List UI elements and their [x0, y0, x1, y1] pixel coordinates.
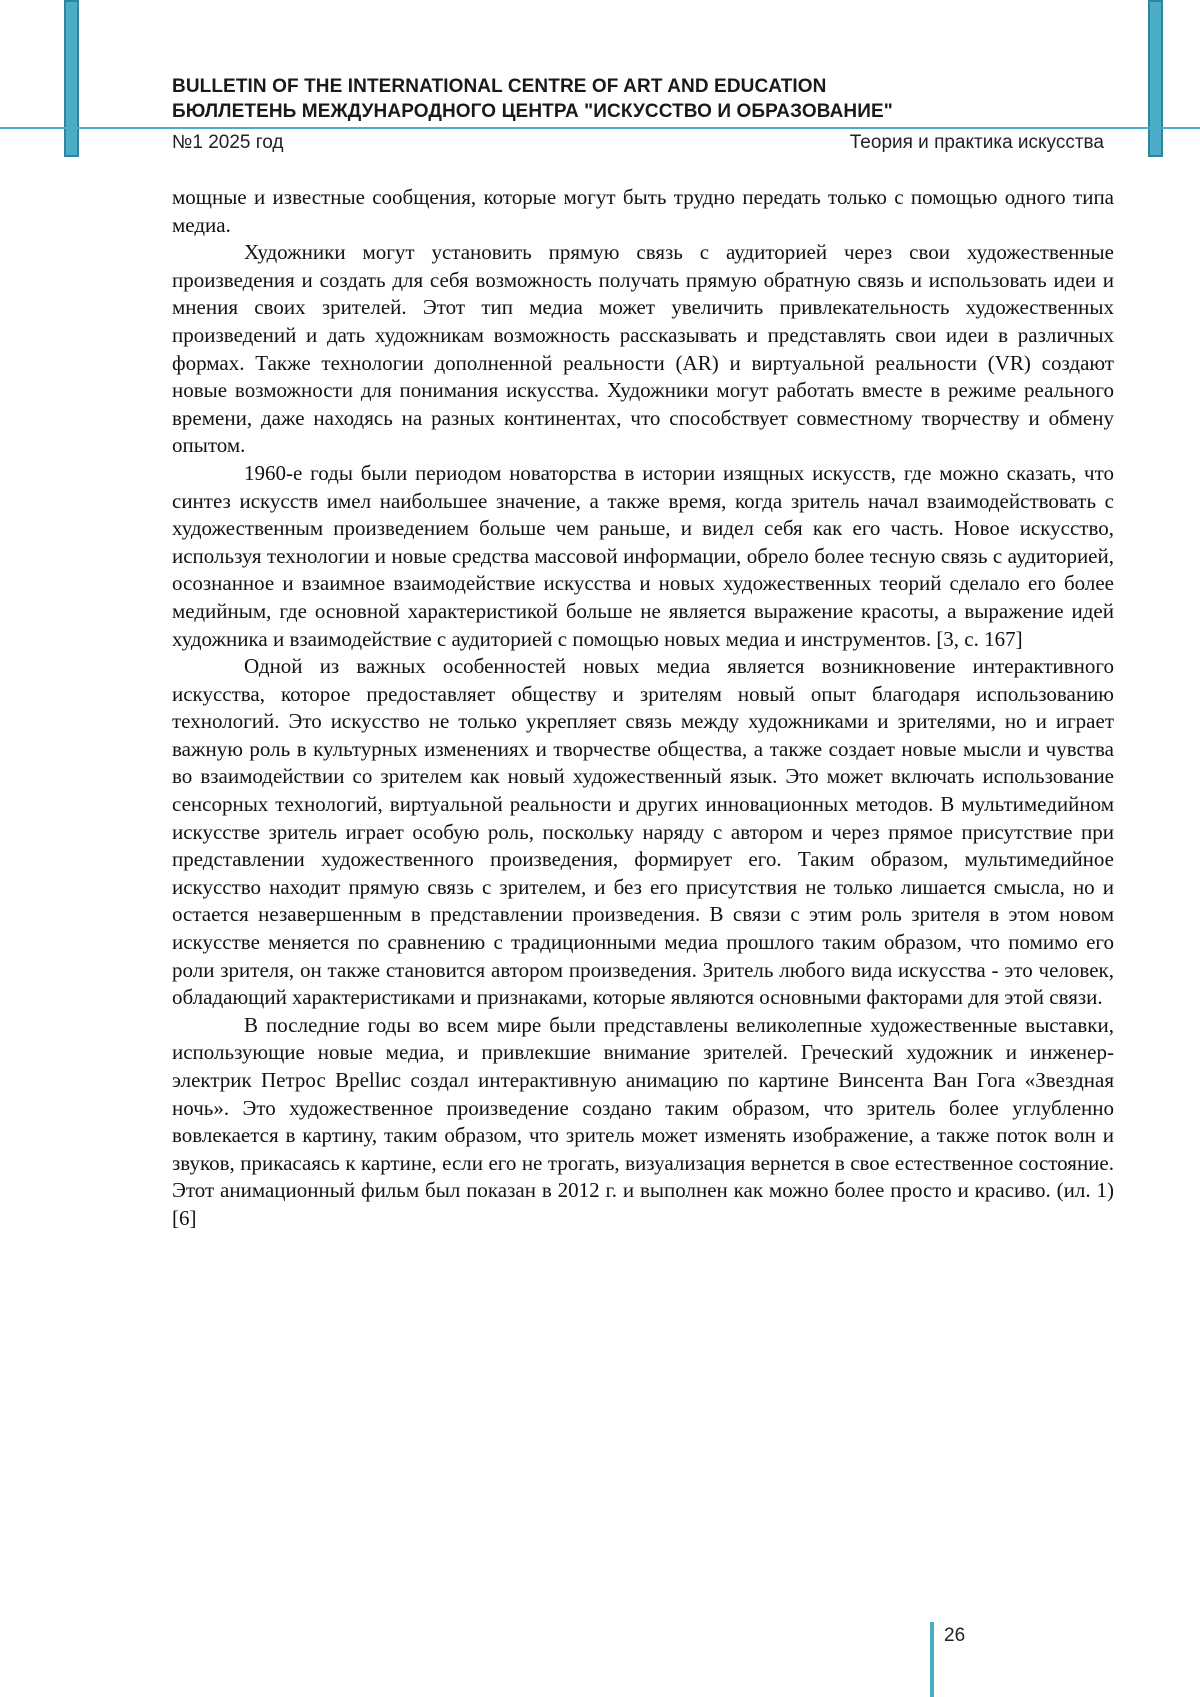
issue-label: №1 2025 год: [172, 132, 284, 153]
paragraph: 1960-е годы были периодом новаторства в истории изящных искусств, где можно сказать, что синтез искусств имел наибольшее значение, а также время, когда зритель начал взаимодействовать с художественным произведением больше чем раньше, и видел себя как его часть. Новое искусство, используя технологии и новые средства массовой информации, обрело более тесную связь с аудиторией, осознанное и взаимное взаимодействие искусства и новых художественных теорий сделало его более медийным, где основной характеристикой больше не является выражение красоты, а выражение идей художника и взаимодействие с аудиторией с помощью новых медиа и инструментов. [3, с. 167]: [172, 460, 1114, 651]
section-label: Теория и практика искусства: [849, 132, 1104, 153]
header-decoration-bar-left: [64, 0, 79, 157]
paragraph: мощные и известные сообщения, которые могут быть трудно передать только с помощью одного типа медиа.: [172, 185, 1114, 237]
paragraph: В последние годы во всем мире были представлены великолепные художественные выставки, использующие новые медиа, и привлекшие внимание зрителей. Греческий художник и инженер-электрик Петрос Врellис создал интерактивную анимацию по картине Винсента Ван Гога «Звездная ночь». Это художественное произведение создано таким образом, что зритель более углубленно вовлекается в картину, таким образом, что зритель может изменять изображение, а также поток волн и звуков, прикасаясь к картине, если его не трогать, визуализация вернется в свое естественное состояние. Этот анимационный фильм был показан в 2012 г. и выполнен как можно более просто и красиво. (ил. 1) [6]: [172, 1012, 1114, 1230]
journal-title-english: BULLETIN OF THE INTERNATIONAL CENTRE OF ART AND EDUCATION: [172, 76, 827, 97]
header-rule: [0, 127, 1200, 129]
paragraph: Художники могут установить прямую связь с аудиторией через свои художественные произведения и создать для себя возможность получать прямую обратную связь и использовать идеи и мнения своих зрителей. Этот тип медиа может увеличить привлекательность художественных произведений и дать художникам возможность рассказывать и представлять свои идеи в различных формах. Также технологии дополненной реальности (AR) и виртуальной реальности (VR) создают новые возможности для понимания искусства. Художники могут работать вместе в режиме реального времени, даже находясь на разных континентах, что способствует совместному творчеству и обмену опытом.: [172, 240, 1114, 458]
journal-title-russian: БЮЛЛЕТЕНЬ МЕЖДУНАРОДНОГО ЦЕНТРА "ИСКУССТВО И ОБРАЗОВАНИЕ": [172, 101, 893, 122]
page-number-rule: [930, 1622, 934, 1697]
journal-title: [172, 74, 893, 124]
header-decoration-bar-right: [1148, 0, 1163, 157]
paragraph: Одной из важных особенностей новых медиа является возникновение интерактивного искусства, которое предоставляет обществу и зрителям новый опыт благодаря использованию технологий. Это искусство не только укрепляет связь между художниками и зрителями, но и играет важную роль в культурных изменениях и творчестве общества, а также создает новые мысли и чувства во взаимодействии со зрителем как новый художественный язык. Это может включать использование сенсорных технологий, виртуальной реальности и других инновационных методов. В мультимедийном искусстве зритель играет особую роль, поскольку наряду с автором и через прямое присутствие при представлении художественного произведения, формирует его. Таким образом, мультимедийное искусство находит прямую связь с зрителем, и без его присутствия не только лишается смысла, но и остается незавершенным в представлении произведения. В связи с этим роль зрителя в этом новом искусстве меняется по сравнению с традиционными медиа прошлого таким образом, что помимо его роли зрителя, он также становится автором произведения. Зритель любого вида искусства - это человек, обладающий характеристиками и признаками, которые являются основными факторами для этой связи.: [172, 654, 1114, 1010]
article-body: [172, 184, 1114, 1233]
page-number: 26: [944, 1625, 966, 1646]
